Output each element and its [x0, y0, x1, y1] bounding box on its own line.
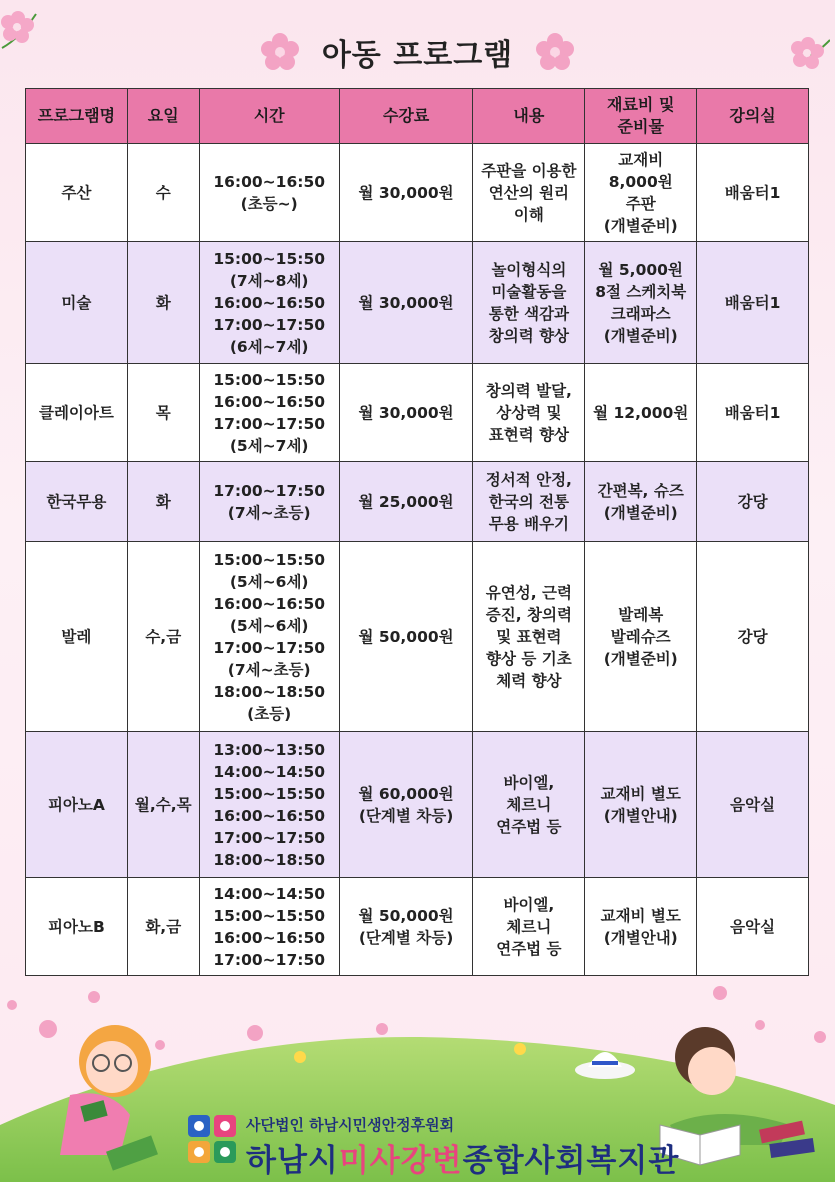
- header-day: 요일: [127, 89, 199, 144]
- cell-time-line: 17:00~17:50: [213, 481, 326, 500]
- table-row: [26, 364, 809, 462]
- organization-subtitle: 사단법인 하남시민생안정후원회: [246, 1116, 455, 1134]
- cell-content-line: 이해: [513, 205, 544, 224]
- cell-time-line: (5세~6세): [229, 616, 309, 635]
- cell-time-line: (7세~초등): [227, 660, 311, 679]
- cell-materials-line: (개별준비): [603, 216, 678, 235]
- cell-time: [199, 462, 339, 542]
- cell-content-line: 미술활동을: [491, 282, 567, 301]
- cell-time-line: 16:00~16:50: [213, 928, 326, 947]
- cell-fee-line: 월 50,000원: [358, 906, 454, 925]
- title-bar: [0, 22, 835, 82]
- flower-icon: [535, 32, 575, 72]
- cell-fee: [339, 144, 473, 242]
- footer-illustration: [0, 985, 835, 1182]
- cell-room: 배움터1: [697, 144, 809, 242]
- organization-name: [246, 1135, 679, 1180]
- cell-fee: [339, 732, 473, 878]
- cell-time-line: 14:00~14:50: [213, 884, 326, 903]
- cell-materials-line: 8절 스케치북: [595, 282, 687, 301]
- cell-day: 화: [127, 462, 199, 542]
- organization-name-part2: 미사강변: [338, 1143, 463, 1179]
- cell-time-line: 16:00~16:50: [213, 594, 326, 613]
- cell-content: [473, 542, 585, 732]
- table-row: [26, 542, 809, 732]
- cell-fee: [339, 878, 473, 976]
- header-program: 프로그램명: [26, 89, 128, 144]
- cell-content: [473, 242, 585, 364]
- cell-materials: [585, 364, 697, 462]
- header-room: 강의실: [697, 89, 809, 144]
- cell-time-line: 16:00~16:50: [213, 392, 326, 411]
- cell-content-line: 한국의 전통: [488, 492, 570, 511]
- cell-content-line: 바이엘,: [503, 895, 555, 914]
- cell-time-line: 17:00~17:50: [213, 315, 326, 334]
- cell-time-line: 17:00~17:50: [213, 828, 326, 847]
- cell-time: [199, 878, 339, 976]
- cell-content: [473, 878, 585, 976]
- cell-time-line: (5세~6세): [229, 572, 309, 591]
- cell-time-line: 17:00~17:50: [213, 414, 326, 433]
- cell-room: 배움터1: [697, 242, 809, 364]
- page-title: 아동 프로그램: [321, 38, 514, 73]
- cell-time: [199, 542, 339, 732]
- cell-time-line: 16:00~16:50: [213, 293, 326, 312]
- cell-content-line: 연주법 등: [496, 939, 562, 958]
- cell-content-line: 표현력 향상: [488, 425, 570, 444]
- cell-program: 피아노B: [26, 878, 128, 976]
- cell-time-line: 17:00~17:50: [213, 638, 326, 657]
- cell-materials-line: 발레복: [618, 605, 664, 624]
- cell-time-line: 15:00~15:50: [213, 249, 326, 268]
- table-header-row: [26, 89, 809, 144]
- cell-day: 수,금: [127, 542, 199, 732]
- cell-time-line: 15:00~15:50: [213, 784, 326, 803]
- cell-program: 발레: [26, 542, 128, 732]
- cell-materials-line: (개별안내): [603, 928, 678, 947]
- cell-content-line: 무용 배우기: [488, 514, 570, 533]
- cell-day: 목: [127, 364, 199, 462]
- cell-materials-line: (개별준비): [603, 649, 678, 668]
- cell-materials: [585, 732, 697, 878]
- cell-room: 배움터1: [697, 364, 809, 462]
- cell-materials-line: 간편복, 슈즈: [597, 481, 684, 500]
- cell-program: 미술: [26, 242, 128, 364]
- cell-content-line: 상상력 및: [496, 403, 562, 422]
- organization-name-part3: 종합사회복지관: [462, 1143, 680, 1179]
- cell-fee: [339, 364, 473, 462]
- cell-day: 월,수,목: [127, 732, 199, 878]
- cell-time-line: (초등~): [240, 194, 298, 213]
- header-fee: 수강료: [339, 89, 473, 144]
- cell-room: 음악실: [697, 878, 809, 976]
- cell-time-line: 13:00~13:50: [213, 740, 326, 759]
- cell-materials-line: 크래파스: [610, 304, 671, 323]
- cell-materials-line: (개별준비): [603, 503, 678, 522]
- cell-program: 한국무용: [26, 462, 128, 542]
- cell-time-line: (7세~8세): [229, 271, 309, 290]
- flower-icon: [260, 32, 300, 72]
- cell-time-line: (5세~7세): [229, 436, 309, 455]
- cell-content-line: 창의력 발달,: [485, 381, 572, 400]
- cell-materials-line: 8,000원: [608, 172, 673, 191]
- cell-content: [473, 462, 585, 542]
- header-materials: 재료비 및 준비물: [585, 89, 697, 144]
- cell-time-line: 15:00~15:50: [213, 906, 326, 925]
- cell-materials-line: 발레슈즈: [610, 627, 671, 646]
- cell-program: 클레이아트: [26, 364, 128, 462]
- cell-materials-line: (개별준비): [603, 326, 678, 345]
- cell-materials-line: 주판: [625, 194, 656, 213]
- cell-materials: [585, 242, 697, 364]
- program-schedule-table: [25, 88, 809, 976]
- cell-fee-line: 월 30,000원: [358, 183, 454, 202]
- cell-room: 강당: [697, 542, 809, 732]
- cell-materials-line: 월 5,000원: [598, 260, 683, 279]
- cell-content: [473, 732, 585, 878]
- corner-flower-icon: [790, 34, 830, 74]
- cell-materials-line: 교재비: [618, 150, 664, 169]
- cell-fee-line: 월 60,000원: [358, 784, 454, 803]
- cell-materials: [585, 462, 697, 542]
- cell-materials-line: (개별안내): [603, 806, 678, 825]
- cell-fee: [339, 242, 473, 364]
- cell-room: 음악실: [697, 732, 809, 878]
- cell-materials-line: 교재비 별도: [600, 784, 681, 803]
- cell-time-line: 14:00~14:50: [213, 762, 326, 781]
- cell-day: 화: [127, 242, 199, 364]
- cell-time: [199, 364, 339, 462]
- table-row: [26, 242, 809, 364]
- cell-time-line: 15:00~15:50: [213, 370, 326, 389]
- cell-content: [473, 364, 585, 462]
- cell-content-line: 체르니: [506, 917, 552, 936]
- cell-time-line: (초등): [247, 704, 292, 723]
- cell-time-line: 17:00~17:50: [213, 950, 326, 969]
- organization-logo-icon: [186, 1113, 240, 1169]
- cell-materials: [585, 542, 697, 732]
- cell-time-line: 16:00~16:50: [213, 806, 326, 825]
- cell-fee-line: (단계별 차등): [358, 806, 454, 825]
- cell-content-line: 통한 색감과: [488, 304, 570, 323]
- cell-room: 강당: [697, 462, 809, 542]
- cell-time-line: 15:00~15:50: [213, 550, 326, 569]
- cell-content-line: 창의력 향상: [488, 326, 570, 345]
- cell-fee-line: 월 30,000원: [358, 293, 454, 312]
- cell-time: [199, 144, 339, 242]
- cell-materials: [585, 144, 697, 242]
- cell-materials-line: 교재비 별도: [600, 906, 681, 925]
- cell-time-line: 18:00~18:50: [213, 850, 326, 869]
- cell-content-line: 유연성, 근력: [485, 583, 572, 602]
- cell-content-line: 증진, 창의력: [485, 605, 572, 624]
- cell-content-line: 향상 등 기초: [486, 649, 572, 668]
- corner-flower-icon: [0, 8, 40, 52]
- cell-time: [199, 242, 339, 364]
- cell-materials-line: 월 12,000원: [593, 403, 689, 422]
- header-time: 시간: [199, 89, 339, 144]
- table-row: [26, 462, 809, 542]
- cell-content-line: 주판을 이용한: [481, 161, 577, 180]
- cell-fee-line: (단계별 차등): [358, 928, 454, 947]
- cell-time-line: (7세~초등): [227, 503, 311, 522]
- cell-day: 수: [127, 144, 199, 242]
- organization-name-part1: 하남시: [246, 1143, 339, 1179]
- cell-content-line: 체르니: [506, 795, 552, 814]
- cell-time-line: 16:00~16:50: [213, 172, 326, 191]
- header-content: 내용: [473, 89, 585, 144]
- cell-day: 화,금: [127, 878, 199, 976]
- cell-fee-line: 월 50,000원: [358, 627, 454, 646]
- cell-fee-line: 월 25,000원: [358, 492, 454, 511]
- cell-fee: [339, 462, 473, 542]
- cell-materials: [585, 878, 697, 976]
- cell-content-line: 연산의 원리: [488, 183, 570, 202]
- cell-fee-line: 월 30,000원: [358, 403, 454, 422]
- table-row: [26, 732, 809, 878]
- cell-content-line: 정서적 안정,: [485, 470, 572, 489]
- table-row: [26, 144, 809, 242]
- cell-content-line: 체력 향상: [496, 671, 562, 690]
- cell-program: 주산: [26, 144, 128, 242]
- cell-time-line: (6세~7세): [229, 337, 309, 356]
- cell-content-line: 연주법 등: [496, 817, 562, 836]
- cell-time: [199, 732, 339, 878]
- cell-program: 피아노A: [26, 732, 128, 878]
- cell-content-line: 바이엘,: [503, 773, 555, 792]
- table-row: [26, 878, 809, 976]
- cell-content-line: 및 표현력: [496, 627, 562, 646]
- cell-content: [473, 144, 585, 242]
- cell-fee: [339, 542, 473, 732]
- cell-content-line: 놀이형식의: [491, 260, 567, 279]
- cell-time-line: 18:00~18:50: [213, 682, 326, 701]
